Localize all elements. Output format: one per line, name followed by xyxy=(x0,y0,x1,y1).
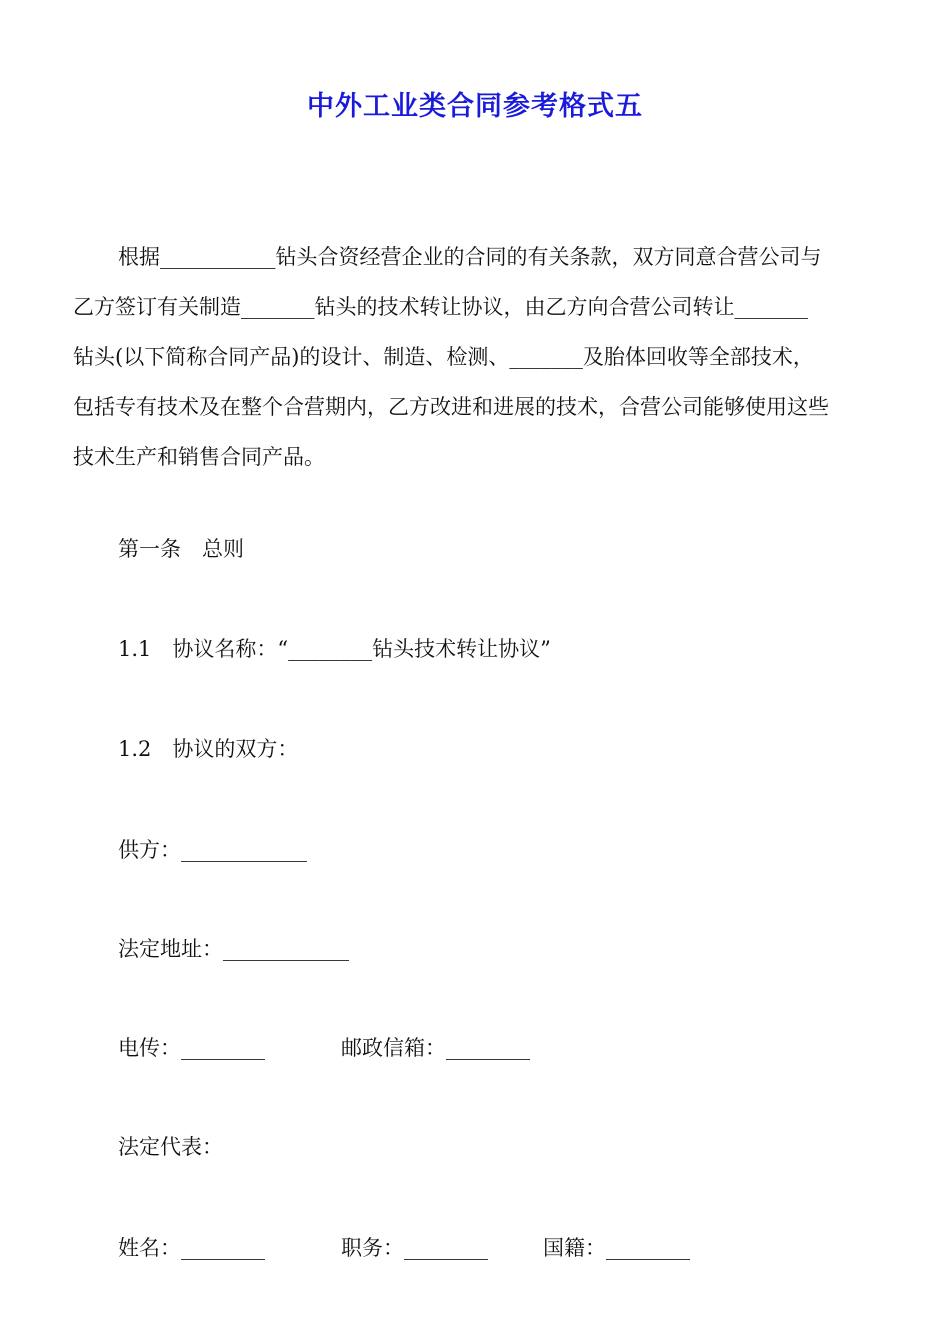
nationality-field: 国籍：________ xyxy=(543,1236,690,1260)
name-field: 姓名：________ xyxy=(118,1236,265,1260)
intro-paragraph xyxy=(73,232,879,482)
document-title: 中外工业类合同参考格式五 xyxy=(307,91,643,122)
item-1-2-parties: 1.2 协议的双方： xyxy=(118,737,299,761)
legal-representative-label: 法定代表： xyxy=(118,1135,223,1159)
intro-line: 钻头(以下简称合同产品)的设计、制造、检测、_______及胎体回收等全部技术， xyxy=(73,345,814,369)
intro-line: 乙方签订有关制造_______钻头的技术转让协议，由乙方向合营公司转让_______ xyxy=(73,295,808,319)
supplier-field: 供方：____________ xyxy=(118,838,307,862)
article-1-heading: 第一条 总则 xyxy=(118,537,244,561)
item-1-1-agreement-name: 1.1 协议名称：“________钻头技术转让协议” xyxy=(118,637,551,661)
intro-line: 技术生产和销售合同产品。 xyxy=(73,445,325,469)
fax-field: 电传：________ xyxy=(118,1036,265,1060)
intro-line: 包括专有技术及在整个合营期内，乙方改进和进展的技术，合营公司能够使用这些 xyxy=(73,395,829,419)
intro-line: 根据___________钻头合资经营企业的合同的有关条款，双方同意合营公司与 xyxy=(118,245,822,269)
po-box-field: 邮政信箱：________ xyxy=(341,1036,530,1060)
position-field: 职务：________ xyxy=(341,1236,488,1260)
legal-address-field: 法定地址：____________ xyxy=(118,937,349,961)
